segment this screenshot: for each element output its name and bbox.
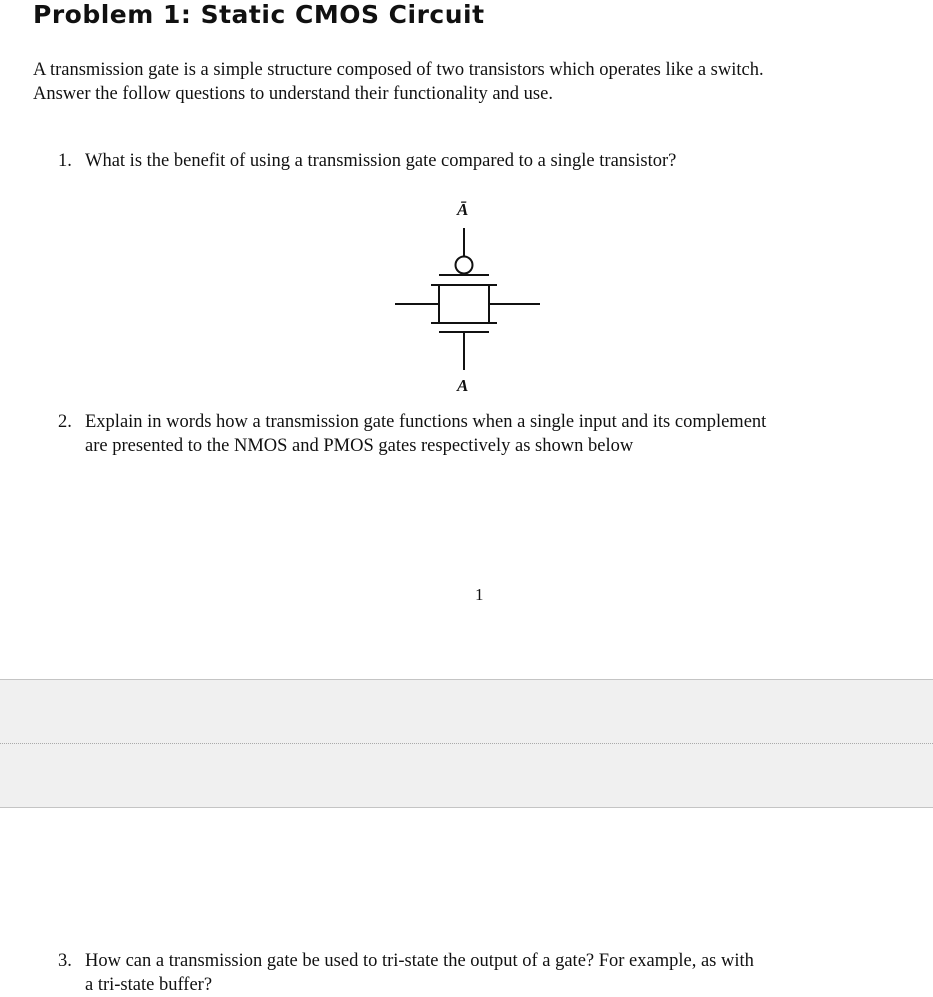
diagram-label-a-bar: Ā bbox=[457, 200, 469, 219]
problem-title: Problem 1: Static CMOS Circuit bbox=[33, 0, 485, 29]
page-break-band bbox=[0, 679, 933, 808]
q2-line-1: Explain in words how a transmission gate functions when a single input and its complement bbox=[85, 412, 767, 432]
q3-line-2: a tri-state buffer? bbox=[85, 975, 213, 995]
q3-number: 3. bbox=[58, 951, 72, 971]
q2-line-2: are presented to the NMOS and PMOS gates respectively as shown below bbox=[85, 436, 634, 456]
intro-line-1: A transmission gate is a simple structure composed of two transistors which operates like a switch. bbox=[33, 60, 764, 80]
q1-text: What is the benefit of using a transmission gate compared to a single transistor? bbox=[85, 151, 677, 171]
pmos-bubble bbox=[456, 257, 473, 274]
diagram-label-a: A bbox=[457, 376, 469, 395]
q1-number: 1. bbox=[58, 151, 72, 171]
page-number: 1 bbox=[475, 585, 484, 604]
page-break-line bbox=[0, 743, 933, 744]
q3-line-1: How can a transmission gate be used to tri-state the output of a gate? For example, as with bbox=[85, 951, 754, 971]
q2-number: 2. bbox=[58, 412, 72, 432]
intro-line-2: Answer the follow questions to understand their functionality and use. bbox=[33, 84, 553, 104]
